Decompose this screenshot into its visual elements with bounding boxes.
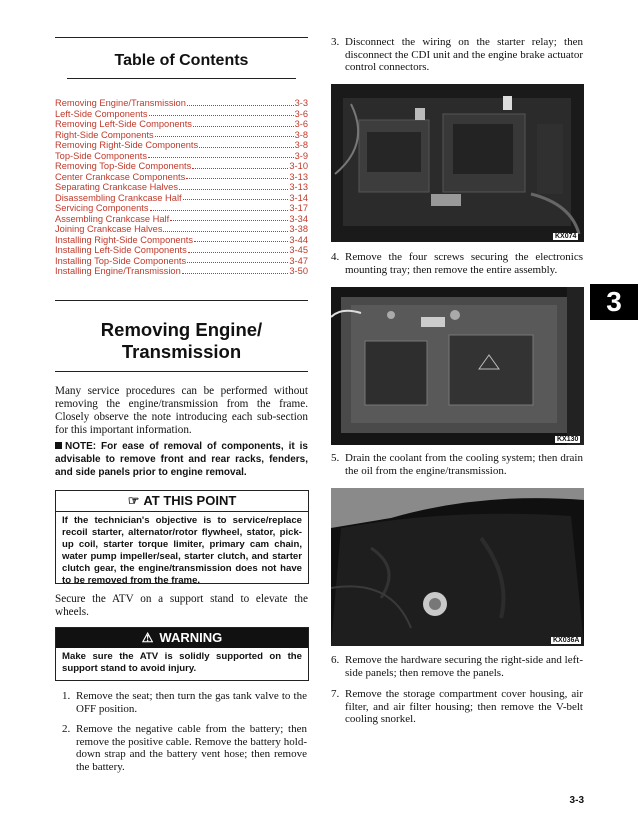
toc-item[interactable] (55, 235, 308, 246)
toc-bottom-rule (67, 78, 296, 79)
section-top-rule (55, 300, 308, 301)
toc-item-label: Removing Right-Side Components (55, 140, 199, 150)
toc-leader-dots (170, 220, 288, 221)
step-text: Remove the four screws securing the electronics mounting tray; then remove the entire assembly. (345, 251, 583, 276)
step-4 (331, 251, 583, 276)
electronics-tray-image (331, 84, 584, 242)
toc-item-label: Separating Crankcase Halves (55, 182, 178, 192)
toc-item-label: Removing Left-Side Components (55, 119, 192, 129)
chapter-tab: 3 (590, 284, 638, 320)
toc-item-label: Removing Engine/Transmission (55, 98, 186, 108)
toc-item[interactable] (55, 172, 308, 183)
note-text: NOTE: For ease of removal of components, it is advisable to remove front and rear racks, fenders, and side panels prior to engine removal. (55, 441, 308, 478)
note-paragraph (55, 440, 308, 479)
toc-leader-dots (179, 189, 288, 190)
photo-drain-plug (331, 488, 584, 646)
section-title-line-1: Removing Engine/ (100, 319, 263, 340)
step-text: Remove the hardware securing the right-side and left-side panels; then remove the panels. (345, 654, 583, 679)
toc-leader-dots (199, 147, 293, 148)
step-text: Remove the storage compartment cover housing, air filter, and air filter housing; then remove the V-belt cooling snorkel. (345, 688, 583, 725)
toc-item-label: Disassembling Crankcase Half (55, 192, 182, 203)
secure-paragraph: Secure the ATV on a support stand to elevate the wheels. (55, 593, 308, 618)
toc-leader-dots (187, 105, 294, 106)
toc-item[interactable] (55, 224, 308, 235)
step-text: Remove the seat; then turn the gas tank valve to the OFF position. (76, 690, 307, 715)
toc-item-page: 3-47 (289, 255, 308, 266)
toc-item[interactable] (55, 119, 308, 130)
toc-item-label: Removing Top-Side Components (55, 161, 192, 171)
toc-item-page: 3-17 (289, 203, 308, 213)
mounting-tray-image (331, 287, 584, 445)
toc-item-page: 3-34 (289, 213, 308, 224)
toc-item[interactable] (55, 245, 308, 256)
toc-item-page: 3-3 (294, 98, 308, 108)
toc-leader-dots (194, 241, 288, 242)
toc-item-page: 3-44 (289, 234, 308, 245)
step-number: 2. (62, 723, 71, 735)
step-number: 3. (331, 36, 340, 48)
at-this-point-header (56, 491, 308, 512)
toc-list (55, 98, 308, 277)
toc-item-label: Joining Crankcase Halves (55, 224, 163, 234)
toc-leader-dots (149, 115, 294, 116)
step-number: 5. (331, 452, 340, 464)
toc-item-page: 3-45 (289, 245, 308, 255)
toc-item[interactable] (55, 193, 308, 204)
toc-item[interactable] (55, 161, 308, 172)
step-7 (331, 688, 583, 726)
toc-item-page: 3-13 (289, 182, 308, 192)
toc-item[interactable] (55, 266, 308, 277)
step-number: 4. (331, 251, 340, 263)
toc-item-page: 3-6 (294, 108, 308, 119)
toc-item-page: 3-38 (289, 224, 308, 234)
drain-plug-image (331, 488, 584, 646)
toc-leader-dots (148, 157, 294, 158)
toc-leader-dots (150, 210, 289, 211)
warning-body: Make sure the ATV is solidly supported on the support stand to avoid injury. (62, 651, 302, 674)
section-title (55, 319, 308, 363)
toc-item-label: Left-Side Components (55, 108, 148, 119)
toc-item[interactable] (55, 140, 308, 151)
page-number: 3-3 (569, 795, 584, 806)
step-text: Drain the coolant from the cooling system; then drain the oil from the engine/transmission. (345, 452, 583, 477)
photo-caption-kx130: KX130 (557, 436, 579, 443)
toc-top-rule (55, 37, 308, 38)
toc-item-page: 3-9 (294, 150, 308, 161)
toc-item-page: 3-13 (289, 171, 308, 182)
toc-leader-dots (183, 199, 289, 200)
toc-item-label: Right-Side Components (55, 129, 154, 140)
toc-leader-dots (163, 231, 288, 232)
section-title-line-2: Transmission (121, 341, 242, 362)
step-6 (331, 654, 583, 679)
step-number: 6. (331, 654, 340, 666)
toc-item-label: Top-Side Components (55, 150, 147, 161)
toc-leader-dots (186, 178, 288, 179)
toc-item-label: Servicing Components (55, 203, 149, 213)
toc-item-page: 3-8 (294, 129, 308, 140)
toc-leader-dots (188, 252, 289, 253)
toc-item-page: 3-6 (294, 119, 308, 129)
step-3 (331, 36, 583, 74)
step-1 (62, 690, 307, 715)
pointing-hand-icon: ☞ (127, 493, 140, 508)
photo-mounting-tray (331, 287, 584, 445)
toc-leader-dots (192, 168, 288, 169)
square-bullet-icon (55, 442, 62, 449)
toc-item-label: Installing Right-Side Components (55, 234, 193, 245)
warning-title: WARNING (159, 630, 223, 645)
toc-leader-dots (193, 126, 294, 127)
toc-item[interactable] (55, 182, 308, 193)
warning-triangle-icon: ⚠ (141, 630, 154, 645)
step-text: Remove the negative cable from the battery; then remove the positive cable. Remove the battery hold-down strap and the battery vent hose; then remove the battery. (76, 723, 307, 773)
photo-electronics-tray (331, 84, 584, 242)
photo-caption-kx036a: KX036A (553, 637, 580, 644)
toc-item[interactable] (55, 130, 308, 141)
toc-item-label: Center Crankcase Components (55, 171, 186, 182)
toc-item-page: 3-8 (294, 140, 308, 150)
toc-item-label: Assembling Crankcase Half (55, 213, 170, 224)
toc-item[interactable] (55, 109, 308, 120)
toc-item[interactable] (55, 151, 308, 162)
at-this-point-box (55, 490, 309, 584)
toc-title: Table of Contents (114, 52, 249, 69)
toc-item[interactable] (55, 203, 308, 214)
toc-leader-dots (182, 273, 289, 274)
step-text: Disconnect the wiring on the starter relay; then disconnect the CDI unit and the engine brake actuator control connectors. (345, 36, 583, 73)
step-number: 7. (331, 688, 340, 700)
warning-header (56, 628, 308, 648)
step-2 (62, 723, 307, 773)
intro-paragraph: Many service procedures can be performed without removing the engine/transmission from the frame. Closely observe the note introducing each sub-section for this important information. (55, 385, 308, 436)
toc-item-page: 3-50 (289, 266, 308, 276)
at-this-point-body: If the technician's objective is to service/replace recoil starter, alternator/rotor flywheel, stator, pick-up coil, starter torque limiter, primary cam chain, water pump impeller/seal, starter clutch, and starter clutch gear, the engine/transmission does not have to be removed from the frame. (62, 515, 302, 586)
toc-item-page: 3-14 (289, 192, 308, 203)
section-bottom-rule (55, 371, 308, 372)
toc-item-label: Installing Engine/Transmission (55, 266, 181, 276)
toc-item-page: 3-10 (289, 161, 308, 171)
photo-caption-kx074: KX074 (555, 233, 577, 240)
at-this-point-title: AT THIS POINT (143, 493, 237, 508)
toc-item[interactable] (55, 98, 308, 109)
warning-box (55, 627, 309, 681)
toc-item-label: Installing Left-Side Components (55, 245, 187, 255)
toc-leader-dots (155, 136, 294, 137)
toc-item[interactable] (55, 214, 308, 225)
step-5 (331, 452, 583, 477)
step-number: 1. (62, 690, 71, 702)
toc-item[interactable] (55, 256, 308, 267)
toc-item-label: Installing Top-Side Components (55, 255, 187, 266)
toc-leader-dots (187, 262, 288, 263)
